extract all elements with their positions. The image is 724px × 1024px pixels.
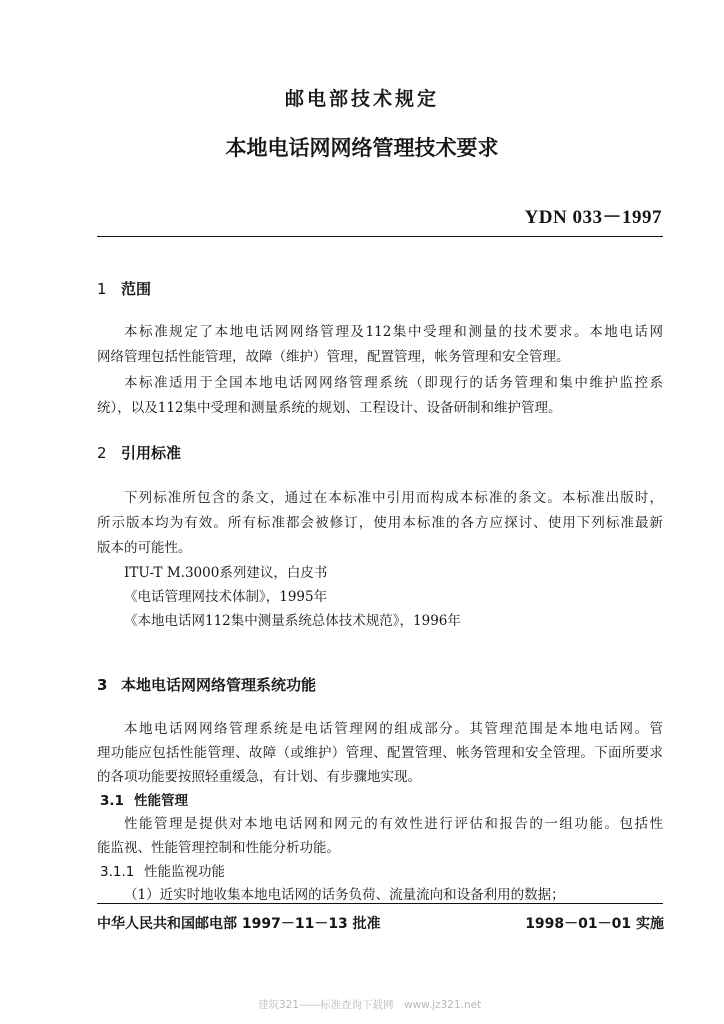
- section-heading-2: [97, 442, 181, 463]
- paragraph-line: 能监视、性能管理控制和性能分析功能。: [97, 840, 340, 856]
- paragraph-line: 网络管理包括性能管理，故障（维护）管理，配置管理，帐务管理和安全管理。: [97, 349, 570, 365]
- subsection-title: 性能管理: [134, 793, 188, 809]
- section-title: 本地电话网网络管理系统功能: [121, 676, 317, 694]
- subsection-heading-3-1-1: [100, 860, 225, 880]
- paragraph-line: 的各项功能要按照轻重缓急，有计划、有步骤地实现。: [97, 769, 421, 785]
- section-heading-1: [97, 278, 151, 299]
- paragraph-line: 性能管理是提供对本地电话网和网元的有效性进行评估和报告的一组功能。包括性: [124, 816, 663, 832]
- subsection-title: 性能监视功能: [144, 864, 225, 880]
- reference-item: ITU-T M.3000系列建议，白皮书: [124, 565, 328, 581]
- reference-item: 《本地电话网112集中测量系统总体技术规范》，1996年: [124, 613, 461, 629]
- paragraph-line: 统），以及112集中受理和测量系统的规划、工程设计、设备研制和维护管理。: [97, 400, 562, 416]
- subsection-number: 3.1: [100, 793, 124, 809]
- header-divider: [97, 236, 663, 237]
- subsection-number: 3.1.1: [100, 864, 135, 880]
- section-number: 2: [97, 444, 107, 462]
- section-heading-3: [97, 674, 316, 695]
- section-number: 1: [97, 280, 107, 298]
- paragraph-line: 版本的可能性。: [97, 540, 192, 556]
- watermark: 建筑321——标准查询下载网 www.jz321.net: [258, 999, 482, 1011]
- section-number: 3: [97, 676, 108, 694]
- document-title: 本地电话网网络管理技术要求: [225, 136, 499, 160]
- standard-number: YDN 033－1997: [524, 207, 662, 228]
- footer-divider: [97, 903, 663, 904]
- ministry-heading: 邮电部技术规定: [284, 88, 439, 110]
- list-item: （1）近实时地收集本地电话网的话务负荷、流量流向和设备利用的数据；: [124, 887, 565, 903]
- section-title: 范围: [121, 280, 152, 298]
- effective-date: 1998－01－01 实施: [525, 916, 664, 932]
- approval-date: 中华人民共和国邮电部 1997－11－13 批准: [97, 916, 381, 932]
- paragraph-line: 本地电话网网络管理系统是电话管理网的组成部分。其管理范围是本地电话网。管: [124, 721, 663, 737]
- paragraph-line: 理功能应包括性能管理、故障（或维护）管理、配置管理、帐务管理和安全管理。下面所要求: [97, 745, 663, 761]
- paragraph-line: 下列标准所包含的条文，通过在本标准中引用而构成本标准的条文。本标准出版时，: [124, 490, 663, 506]
- subsection-heading-3-1: [100, 789, 188, 809]
- reference-item: 《电话管理网技术体制》，1995年: [124, 589, 328, 605]
- paragraph-line: 本标准规定了本地电话网网络管理及112集中受理和测量的技术要求。本地电话网: [124, 324, 663, 340]
- paragraph-line: 本标准适用于全国本地电话网网络管理系统（即现行的话务管理和集中维护监控系: [124, 375, 663, 391]
- paragraph-line: 所示版本均为有效。所有标准都会被修订，使用本标准的各方应探讨、使用下列标准最新: [97, 515, 663, 531]
- section-title: 引用标准: [121, 444, 182, 462]
